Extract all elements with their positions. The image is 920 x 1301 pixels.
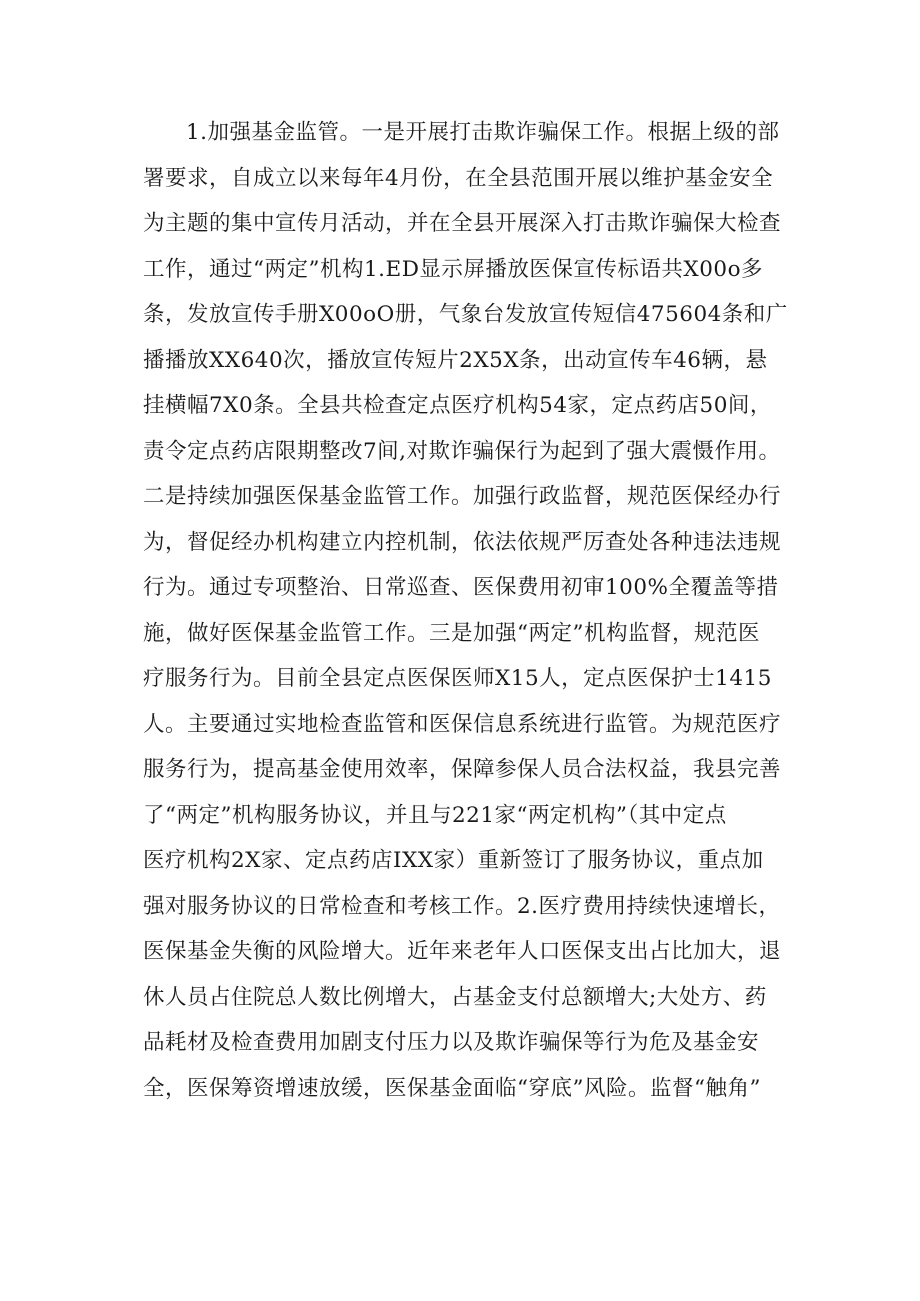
text-line-19: 医保基金失衡的风险增大。近年来老年人口医保支出占比加大，退: [143, 939, 782, 964]
text-line-7: 挂横幅7X0条。全县共检查定点医疗机构54家，定点药店50间，: [143, 393, 772, 418]
text-line-15: 服务行为，提高基金使用效率，保障参保人员合法权益，我县完善: [143, 757, 782, 782]
text-line-1: 1.加强基金监管。一是开展打击欺诈骗保工作。根据上级的部: [186, 120, 780, 145]
text-line-3: 为主题的集中宣传月活动，并在全县开展深入打击欺诈骗保大检查: [143, 211, 782, 236]
text-line-9: 二是持续加强医保基金监管工作。加强行政监督，规范医保经办行: [143, 484, 782, 509]
text-line-6: 播播放XX640次，播放宣传短片2X5X条，出动宣传车46辆，悬: [143, 347, 768, 373]
text-line-13: 疗服务行为。目前全县定点医保医师X15人，定点医保护士1415: [143, 666, 772, 691]
text-line-16: 了“两定”机构服务协议，并且与221家“两定机构”（其中定点: [143, 802, 727, 828]
text-line-10: 为，督促经办机构建立内控机制，依法依规严厉查处各种违法违规: [143, 529, 782, 555]
text-line-14: 人。主要通过实地检查监管和医保信息系统进行监管。为规范医疗: [143, 711, 782, 737]
text-line-8: 责令定点药店限期整改7间,对欺诈骗保行为起到了强大震慑作用。: [143, 438, 781, 464]
text-line-22: 全，医保筹资增速放缓，医保基金面临“穿底”风险。监督“触角”: [143, 1075, 761, 1101]
text-line-18: 强对服务协议的日常检查和考核工作。2.医疗费用持续快速增长，: [143, 893, 781, 919]
text-line-5: 条，发放宣传手册X00oO册，气象台发放宣传短信475604条和广: [143, 302, 788, 327]
text-line-11: 行为。通过专项整治、日常巡查、医保费用初审100%全覆盖等措: [143, 575, 779, 600]
text-line-20: 休人员占住院总人数比例增大，占基金支付总额增大;大处方、药: [143, 984, 767, 1010]
text-line-4: 工作，通过“两定”机构1.ED显示屏播放医保宣传标语共X00o多: [143, 256, 764, 282]
body-paragraph: [143, 110, 833, 1111]
text-line-17: 医疗机构2X家、定点药店IXX家）重新签订了服务协议，重点加: [143, 848, 764, 873]
text-line-2: 署要求，自成立以来每年4月份，在全县范围开展以维护基金安全: [143, 165, 774, 191]
text-line-12: 施，做好医保基金监管工作。三是加强“两定”机构监督，规范医: [143, 620, 760, 646]
text-line-21: 品耗材及检查费用加剧支付压力以及欺诈骗保等行为危及基金安: [143, 1030, 760, 1055]
